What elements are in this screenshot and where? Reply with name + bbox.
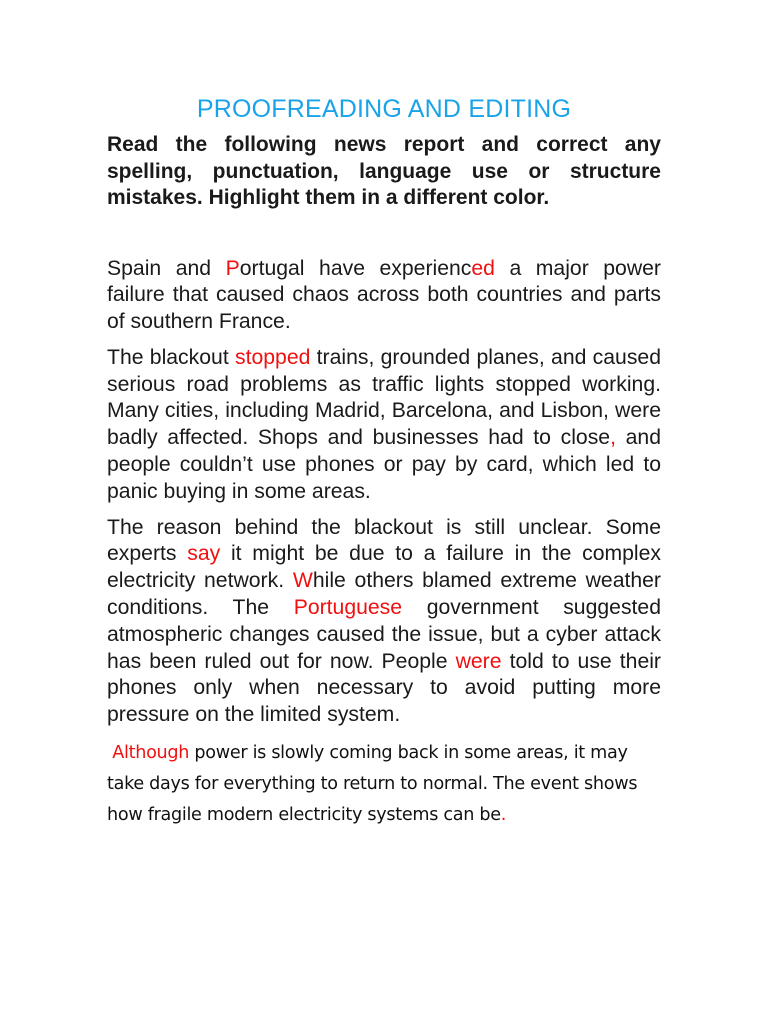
highlighted-correction: , <box>610 426 616 450</box>
text-run: hile others blamed extreme weather conditions. The <box>107 569 661 620</box>
text-run: it might be due to a failure in the complex electricity network. <box>107 542 661 593</box>
text-run: told to use their phones only when necessary to avoid putting more pressure on the limited system. <box>107 649 661 727</box>
paragraph-1 <box>107 256 661 336</box>
highlighted-correction: Although <box>112 743 190 764</box>
page-title: PROOFREADING AND EDITING <box>196 95 572 123</box>
highlighted-correction: Portuguese <box>293 596 403 620</box>
text-run: power is slowly coming back in some areas, it may take days for everything to return to normal. The event shows how fragile modern electricity systems can be <box>107 743 638 826</box>
paragraph-3 <box>107 515 661 729</box>
text-run: a major power failure that caused chaos across both countries and parts of southern France. <box>107 256 661 334</box>
highlighted-correction: . <box>500 805 507 826</box>
highlighted-correction: ed <box>471 256 495 280</box>
text-run: and people couldn’t use phones or pay by card, which led to panic buying in some areas. <box>107 426 661 503</box>
text-run: government suggested atmospheric changes caused the issue, but a cyber attack has been ruled out for now. People <box>107 596 661 673</box>
text-run: ortugal have experienc <box>239 256 472 280</box>
highlighted-correction: were <box>455 649 502 673</box>
text-run: The reason behind the blackout is still unclear. Some experts <box>107 515 661 566</box>
text-run: The blackout <box>107 345 235 369</box>
highlighted-correction: P <box>225 256 240 280</box>
paragraph-2 <box>107 345 661 506</box>
news-report <box>107 256 661 832</box>
text-run: Spain and <box>107 256 226 280</box>
paragraph-4 <box>107 738 661 831</box>
instructions-text: Read the following news report and correct any spelling, punctuation, language use or structure mistakes. Highlight them in a different color. <box>107 133 661 209</box>
highlighted-correction: stopped <box>234 345 311 369</box>
highlighted-correction: say <box>187 542 221 566</box>
highlighted-correction: W <box>292 569 313 593</box>
document-page <box>107 92 661 831</box>
text-run: trains, grounded planes, and caused serious road problems as traffic lights stopped working. Many cities, including Madrid, Barcelona, and Lisbon, were badly affected. Shops and businesses had to close <box>107 345 661 450</box>
